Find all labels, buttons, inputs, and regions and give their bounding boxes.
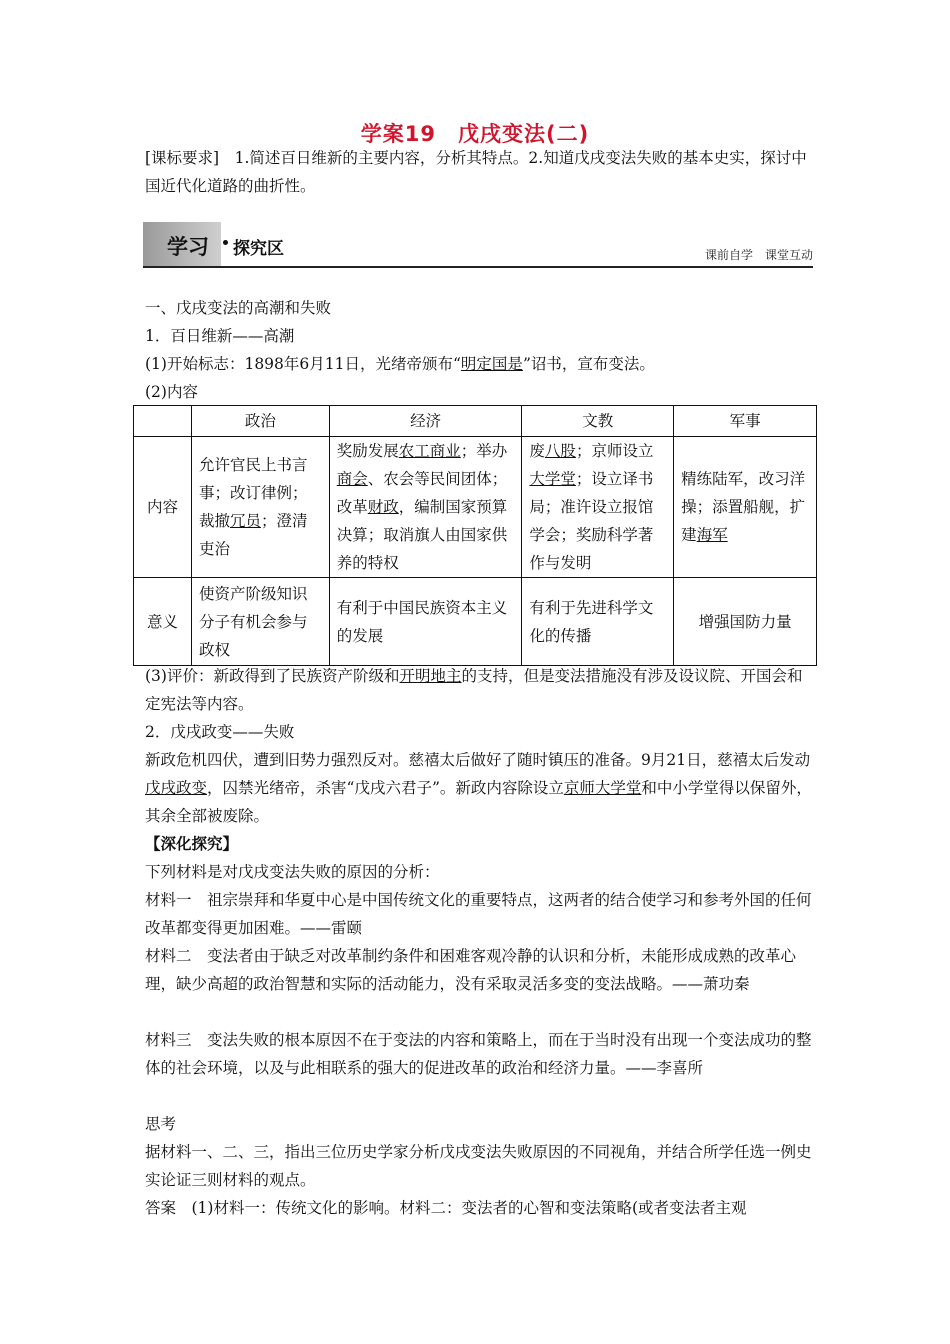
header-economic: 经济 <box>329 406 522 437</box>
material-three: 材料三 变法失败的根本原因不在于变法的内容和策略上，而在于当时没有出现一个变法成功的整体的社会环境，以及与此相联系的强大的促进改革的政治和经济力量。——李喜所 <box>145 1031 812 1077</box>
deep-inquiry-intro: 下列材料是对戊戌变法失败的原因的分析： <box>145 863 440 881</box>
section1-sub1: 1．百日维新——高潮 <box>145 327 295 345</box>
page-title: 学案19 戊戌变法(二) <box>360 122 590 146</box>
row-label-content: 内容 <box>134 437 192 578</box>
banner-dot-icon <box>223 240 228 245</box>
section-banner <box>143 222 813 268</box>
header-military: 军事 <box>674 406 817 437</box>
cell-education-significance: 有利于先进科学文化的传播 <box>522 578 674 666</box>
section2-heading: 2．戊戌政变——失败 <box>145 723 295 741</box>
banner-sub-label: 探究区 <box>233 239 284 259</box>
cell-military-significance: 增强国防力量 <box>674 578 817 666</box>
cell-military-content: 精练陆军，改习洋操；添置船舰，扩建海军 <box>674 437 817 578</box>
table-row-content <box>134 437 817 578</box>
answer-text: 答案 (1)材料一：传统文化的影响。材料二：变法者的心智和变法策略(或者变法者主观 <box>145 1199 747 1217</box>
question-text: 据材料一、二、三，指出三位历史学家分析戊戌变法失败原因的不同视角，并结合所学任选一例史实论证三则材料的观点。 <box>145 1143 812 1189</box>
header-education: 文教 <box>522 406 674 437</box>
cell-political-significance: 使资产阶级知识分子有机会参与政权 <box>191 578 329 666</box>
term-mingdingguoshi: 明定国是 <box>460 355 523 373</box>
requirements-label: [课标要求] <box>145 149 220 167</box>
cell-education-content: 废八股；京师设立大学堂；设立译书局；准许设立报馆学会；奖励科学著作与发明 <box>522 437 674 578</box>
evaluation-paragraph: (3)评价：新政得到了民族资产阶级和开明地主的支持，但是变法措施没有涉及设议院、开国会和定宪法等内容。 <box>145 667 803 713</box>
cell-economic-content: 奖励发展农工商业；举办商会、农会等民间团体；改革财政，编制国家预算决算；取消旗人由国家供养的特权 <box>329 437 522 578</box>
header-empty <box>134 406 192 437</box>
term-kaimingdizhu: 开明地主 <box>399 667 462 685</box>
section1-heading: 一、戊戌变法的高潮和失败 <box>145 299 332 317</box>
header-political: 政治 <box>191 406 329 437</box>
reform-content-table <box>133 405 817 666</box>
think-label: 思考 <box>145 1115 177 1133</box>
deep-inquiry-heading: 【深化探究】 <box>145 834 239 853</box>
cell-political-content: 允许官民上书言事；改订律例；裁撤冗员；澄清吏治 <box>191 437 329 578</box>
table-row-significance <box>134 578 817 666</box>
term-wuxuzhengbian: 戊戌政变 <box>145 779 208 797</box>
start-marker: (1)开始标志：1898年6月11日，光绪帝颁布“明定国是”诏书，宣布变法。 <box>145 355 655 373</box>
banner-divider <box>143 266 813 268</box>
cell-economic-significance: 有利于中国民族资本主义的发展 <box>329 578 522 666</box>
material-two: 材料二 变法者由于缺乏对改革制约条件和困难客观冷静的认识和分析，未能形成成熟的改革心理，缺少高超的政治智慧和实际的活动能力，没有采取灵活多变的变法战略。——萧功秦 <box>145 947 797 993</box>
row-label-significance: 意义 <box>134 578 192 666</box>
requirements-text: 1.简述百日维新的主要内容，分析其特点。2.知道戊戌变法失败的基本史实，探讨中国近代化道路的曲折性。 <box>145 149 807 195</box>
term-jingshidaxuetang: 京师大学堂 <box>563 779 642 797</box>
banner-main-label: 学习 <box>167 235 209 259</box>
material-one: 材料一 祖宗崇拜和华夏中心是中国传统文化的重要特点，这两者的结合使学习和参考外国的任何改革都变得更加困难。——雷颐 <box>145 891 812 937</box>
section2-paragraph: 新政危机四伏，遭到旧势力强烈反对。慈禧太后做好了随时镇压的准备。9月21日，慈禧太后发动戊戌政变，囚禁光绪帝，杀害“戊戌六君子”。新政内容除设立京师大学堂和中小学堂得以保留外，其余全部被废除。 <box>145 751 812 825</box>
curriculum-requirements <box>145 144 817 200</box>
table-header-row <box>134 406 817 437</box>
content-label: (2)内容 <box>145 383 198 401</box>
banner-right-label: 课前自学 课堂互动 <box>704 248 813 262</box>
